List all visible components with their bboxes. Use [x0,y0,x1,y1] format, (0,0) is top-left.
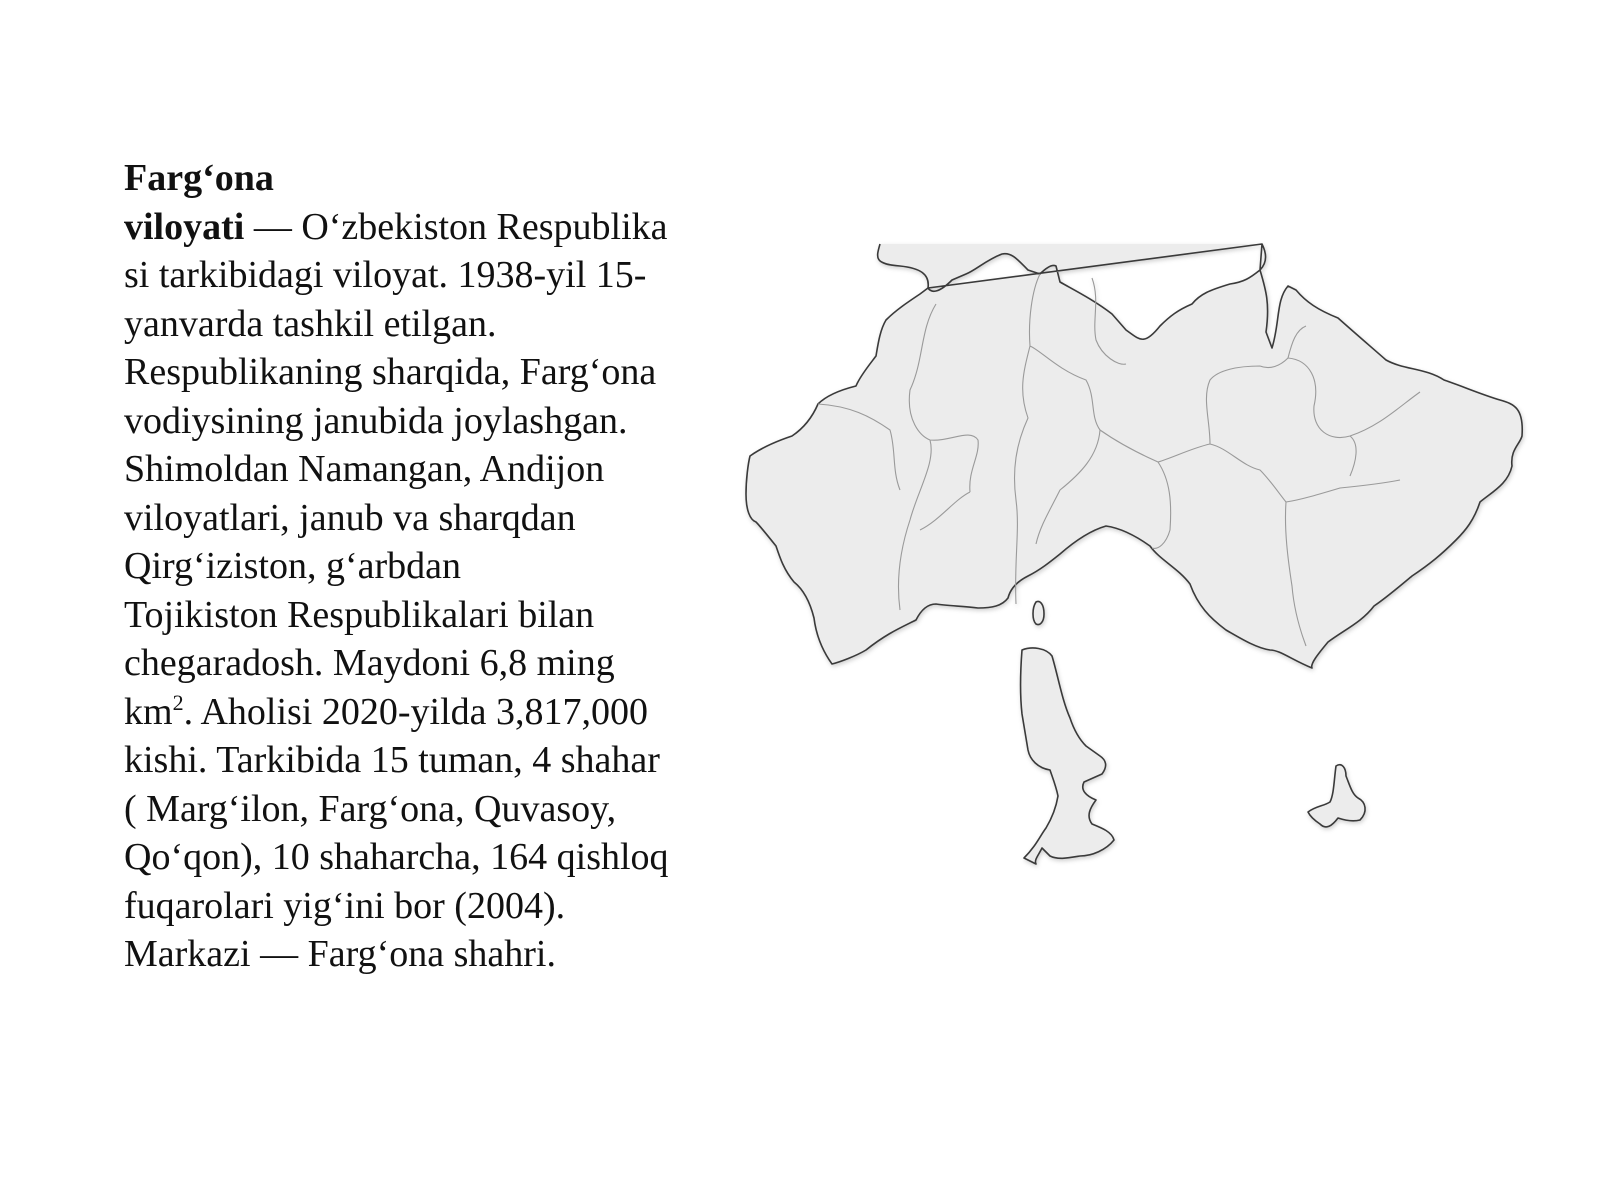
article-title: Farg‘ona [124,157,274,199]
article-line: viloyatlari, janub va sharqdan [124,496,576,539]
area-unit-superscript: 2 [172,689,184,715]
article-line: vodiysining janubida joylashgan. [124,399,628,442]
article-title-cont: viloyati [124,205,245,248]
map-south-enclave [1021,648,1115,864]
article-line: chegaradosh. Maydoni 6,8 ming [124,642,615,684]
article-line: Tojikiston Respublikalari bilan [124,593,595,636]
article-line: Qo‘qon), 10 shaharcha, 164 qishloq [124,836,669,878]
map-small-exclave [1033,602,1044,625]
article-line: Markazi — Farg‘ona shahri. [124,933,556,975]
map-main-region [746,244,1522,668]
article-line-text: — O‘zbekiston Respublika [244,205,668,248]
map-east-enclave [1308,765,1365,827]
article-line: fuqarolari yig‘ini bor (2004). [124,884,566,927]
article-line: si tarkibidagi viloyat. 1938-yil 15- [124,254,647,296]
article-line [124,154,684,203]
population-text: . Aholisi 2020-yilda 3,817,000 [183,690,649,733]
article-line: ( Marg‘ilon, Farg‘ona, Quvasoy, [124,787,617,830]
article-line: Respublikaning sharqida, Farg‘ona [124,351,657,393]
article-line [124,203,684,252]
map-shapes [746,244,1522,864]
area-unit: km [124,690,173,733]
region-map [740,230,1560,890]
article-line [124,688,684,737]
article-line: yanvarda tashkil etilgan. [124,302,497,345]
article-line: Qirg‘iziston, g‘arbdan [124,545,461,587]
article-line: Shimoldan Namangan, Andijon [124,448,605,490]
article-text [124,154,684,979]
region-map-svg [740,230,1560,890]
article-line: kishi. Tarkibida 15 tuman, 4 shahar [124,739,660,781]
